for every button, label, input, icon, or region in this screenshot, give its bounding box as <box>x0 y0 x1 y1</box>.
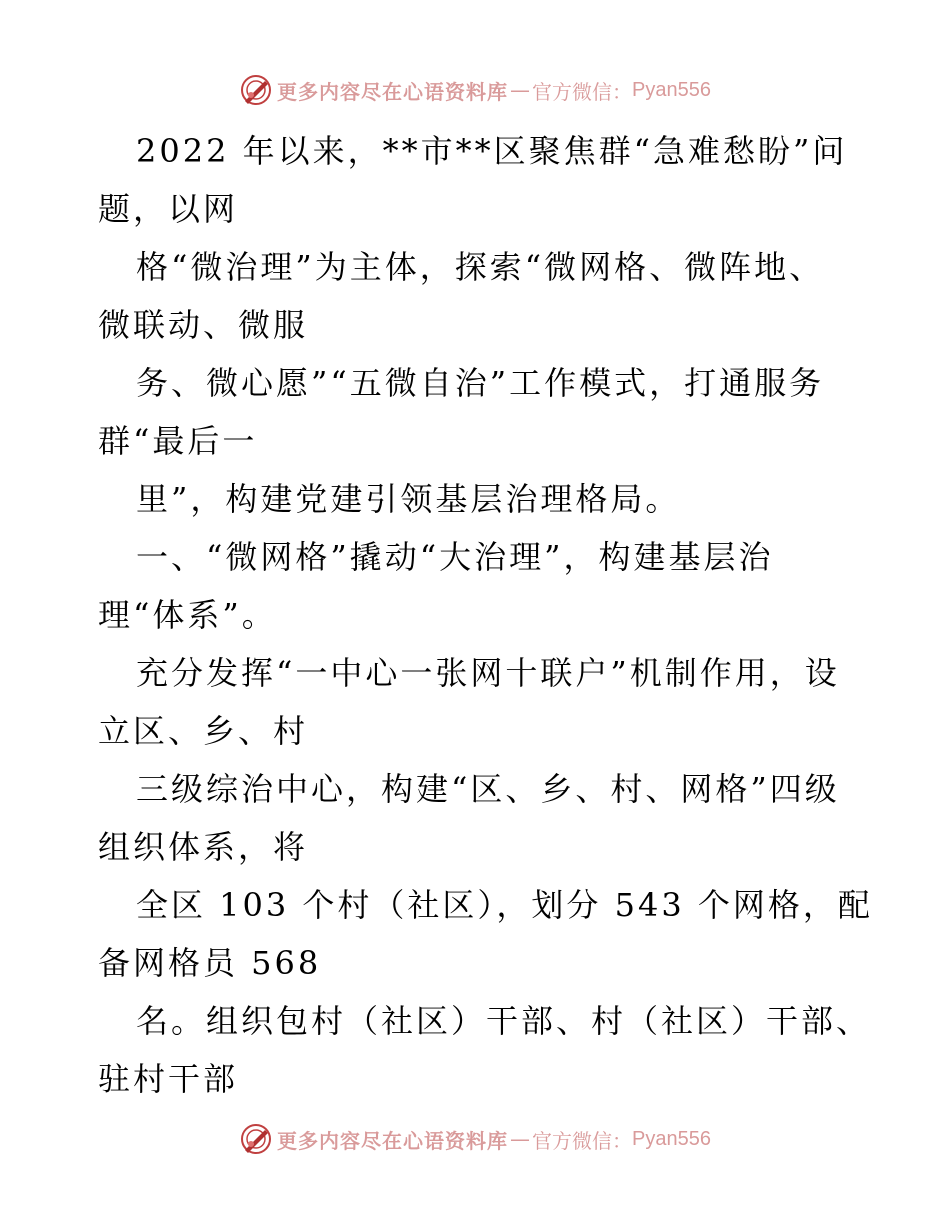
text-line: 组织体系，将 <box>98 828 309 866</box>
brush-logo-icon <box>239 1122 273 1156</box>
banner-text: 更多内容尽在心语资料库 <box>277 79 509 104</box>
text-line: 全区 103 个村（社区），划分 543 个网格，配 <box>136 886 873 924</box>
text-line: 一、“微网格”撬动“大治理”，构建基层治 <box>136 538 774 576</box>
banner-meta: 官方微信： <box>532 1128 633 1153</box>
text-line: 备网格员 568 <box>98 944 322 982</box>
banner-id: Pyan556 <box>632 1127 711 1150</box>
header-banner <box>0 72 950 108</box>
footer-banner <box>0 1121 950 1157</box>
text-line: 理“体系”。 <box>98 596 277 634</box>
text-line: 里”，构建党建引领基层治理格局。 <box>136 480 681 518</box>
banner-separator: — <box>510 1127 531 1151</box>
text-line: 三级综治中心，构建“区、乡、村、网格”四级 <box>136 770 840 808</box>
text-line: 微联动、微服 <box>98 306 309 344</box>
text-line: 驻村干部 <box>98 1060 239 1098</box>
text-line: 题，以网 <box>98 190 239 228</box>
text-line: 格“微治理”为主体，探索“微网格、微阵地、 <box>136 248 825 286</box>
text-line: 群“最后一 <box>98 422 258 460</box>
banner-meta: 官方微信： <box>532 79 633 104</box>
text-line: 务、微心愿”“五微自治”工作模式，打通服务 <box>136 364 825 402</box>
brush-logo-icon <box>239 73 273 107</box>
text-line: 充分发挥“一中心一张网十联户”机制作用，设 <box>136 654 840 692</box>
banner-id: Pyan556 <box>632 78 711 101</box>
text-line: 立区、乡、村 <box>98 712 309 750</box>
document-body <box>98 122 898 1108</box>
text-line: 名。组织包村（社区）干部、村（社区）干部、 <box>136 1002 872 1040</box>
text-line: 2022 年以来，**市**区聚焦群“急难愁盼”问 <box>136 132 848 170</box>
banner-text: 更多内容尽在心语资料库 <box>277 1128 509 1153</box>
banner-separator: — <box>510 78 531 102</box>
